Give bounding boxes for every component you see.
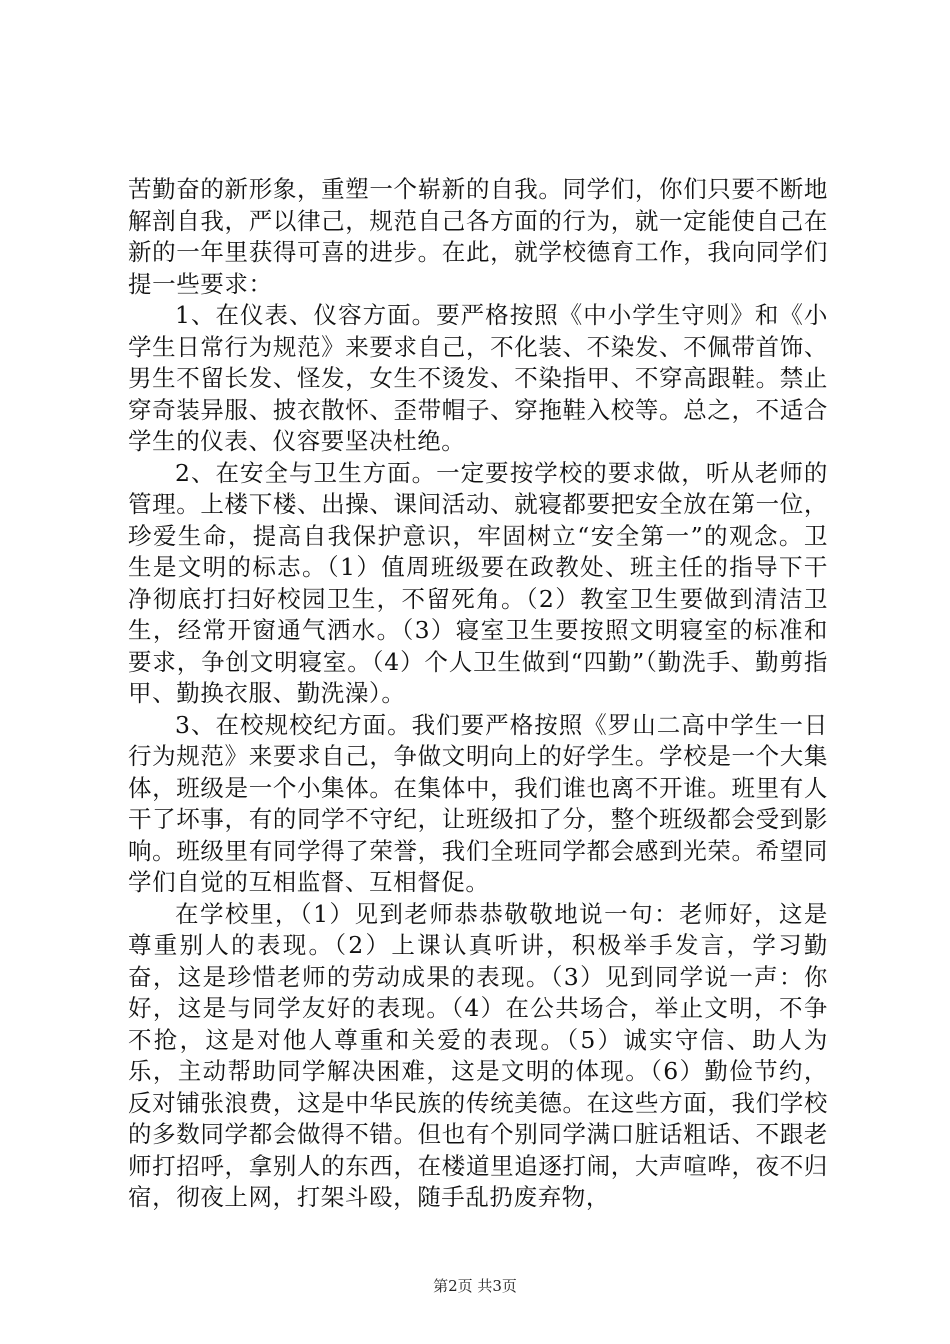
page-number-footer: 第2页 共3页 (433, 1277, 517, 1295)
document-body (128, 174, 828, 1214)
paragraph-continuation: 苦勤奋的新形象，重塑一个崭新的自我。同学们，你们只要不断地解剖自我，严以律己，规范自己各方面的行为，就一定能使自己在新的一年里获得可喜的进步。在此，就学校德育工作，我向同学们提一些要求： (128, 175, 828, 298)
paragraph-appearance-requirements: 1、在仪表、仪容方面。要严格按照《中小学生守则》和《小学生日常行为规范》来要求自己，不化装、不染发、不佩带首饰、男生不留长发、怪发，女生不烫发、不染指甲、不穿高跟鞋。禁止穿奇装异服、披衣散怀、歪带帽子、穿拖鞋入校等。总之，不适合学生的仪表、仪容要坚决杜绝。 (128, 301, 828, 455)
paragraph-school-rules: 3、在校规校纪方面。我们要严格按照《罗山二高中学生一日行为规范》来要求自己，争做文明向上的好学生。学校是一个大集体，班级是一个小集体。在集体中，我们谁也离不开谁。班里有人干了坏事，有的同学不守纪，让班级扣了分，整个班级都会受到影响。班级里有同学得了荣誉，我们全班同学都会感到光荣。希望同学们自觉的互相监督、互相督促。 (128, 710, 828, 896)
paragraph-safety-hygiene: 2、在安全与卫生方面。一定要按学校的要求做，听从老师的管理。上楼下楼、出操、课间活动、就寝都要把安全放在第一位，珍爱生命，提高自我保护意识，牢固树立“安全第一”的观念。卫生是文明的标志。（1）值周班级要在政教处、班主任的指导下干净彻底打扫好校园卫生，不留死角。（2）教室卫生要做到清洁卫生，经常开窗通气洒水。（3）寝室卫生要按照文明寝室的标准和要求，争创文明寝室。（4）个人卫生做到“四勤”（勤洗手、勤剪指甲、勤换衣服、勤洗澡）。 (128, 458, 828, 707)
paragraph-school-conduct: 在学校里，（1）见到老师恭恭敬敬地说一句：老师好，这是尊重别人的表现。（2）上课认真听讲，积极举手发言，学习勤奋，这是珍惜老师的劳动成果的表现。（3）见到同学说一声：你好，这是与同学友好的表现。（4）在公共场合，举止文明，不争不抢，这是对他人尊重和关爱的表现。（5）诚实守信、助人为乐，主动帮助同学解决困难，这是文明的体现。（6）勤俭节约，反对铺张浪费，这是中华民族的传统美德。在这些方面，我们学校的多数同学都会做得不错。但也有个别同学满口脏话粗话、不跟老师打招呼，拿别人的东西，在楼道里追逐打闹，大声喧哗，夜不归宿，彻夜上网，打架斗殴，随手乱扔废弃物， (128, 899, 828, 1211)
